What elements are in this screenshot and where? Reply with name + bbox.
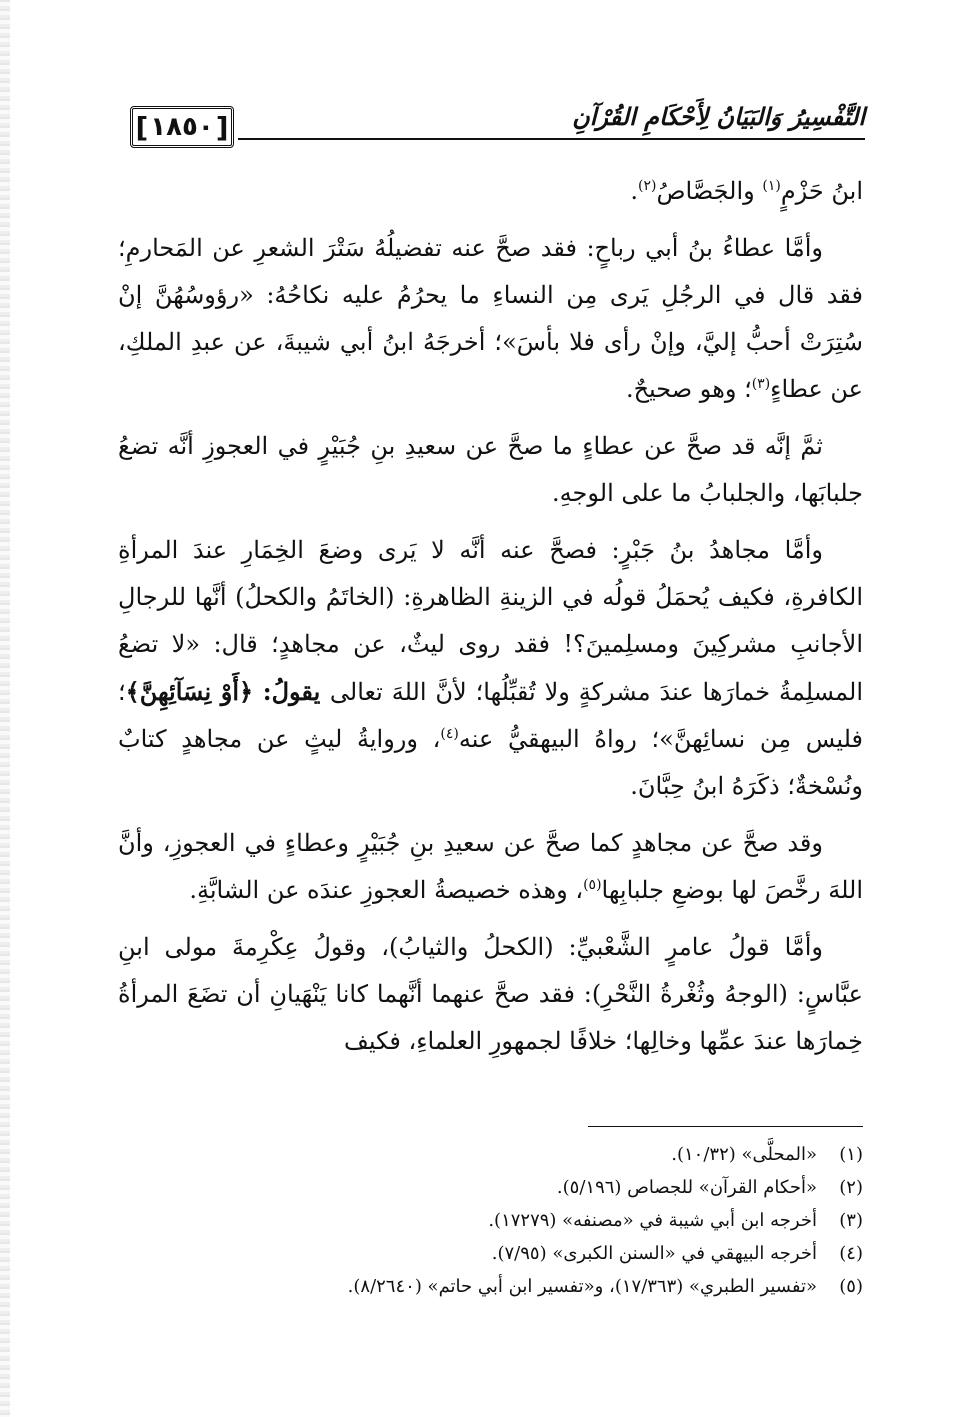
footnote-rule <box>588 1126 863 1127</box>
paragraph: وأمَّا مجاهدُ بنُ جَبْرٍ: فصحَّ عنه أنَّه لا يَرى وضعَ الخِمَارِ عندَ المرأةِ الكافرةِ، فكيف يُحمَلُ قولُه في الزينةِ الظاهرةِ: (الخاتَمُ والكحلُ) أنَّها للرجالِ الأجانبِ مشركِينَ ومسلِمينَ؟! فقد روى ليثٌ، عن مجاهدٍ؛ قال: «لا تضعُ المسلِمةُ خمارَها عندَ مشركةٍ ولا تُقبِّلُها؛ لأنَّ اللهَ تعالى يقولُ: ﴿أَوْ نِسَآئِهِنَّ﴾؛ فليس مِن نسائِهنَّ»؛ رواهُ البيهقيُّ عنه$^{(٤)}$، وروايةُ ليثٍ عن مجاهدٍ كتابٌ ونُسْخةٌ؛ ذكَرَهُ ابنُ حِبَّانَ. <box>118 536 864 800</box>
paragraph: وأمَّا عطاءُ بنُ أبي رباحٍ: فقد صحَّ عنه تفضيلُهُ سَتْرَ الشعرِ عن المَحارمِ؛ فقد قال في الرجُلِ يَرى مِن النساءِ ما يحرُمُ عليه نكاحُهُ: «رؤوسُهُنَّ إنْ سُتِرَتْ أحبُّ إليَّ، وإنْ رأى فلا بأسَ»؛ أخرجَهُ ابنُ أبي شيبةَ، عن عبدِ الملكِ، عن عطاءٍ$^{(٣)}$؛ وهو صحيحٌ. <box>118 234 863 403</box>
footnote-ref: (٢) <box>638 178 657 194</box>
footnote-ref: (٥) <box>583 877 602 893</box>
paragraph: ثمَّ إنَّه قد صحَّ عن عطاءٍ ما صحَّ عن سعيدِ بنِ جُبَيْرٍ في العجوزِ أنَّه تضعُ جلبابَها، والجلبابُ ما على الوجهِ. <box>118 432 863 507</box>
main-text <box>118 168 863 1075</box>
footnote-ref: (٤) <box>440 726 459 742</box>
footnote-ref: (١) <box>762 178 781 194</box>
paragraph: وأمَّا قولُ عامرٍ الشَّعْبيِّ: (الكحلُ والثيابُ)، وقولُ عِكْرِمةَ مولى ابنِ عبَّاسٍ: (الوجهُ وثُغْرةُ النَّحْرِ): فقد صحَّ عنهما أنَّهما كانا يَنْهَيانِ أن تضَعَ المرأةُ خِمارَها عندَ عمِّها وخالِها؛ خلافًا لجمهورِ العلماءِ، فكيف <box>118 933 863 1055</box>
footnote: (٢) «أحكام القرآن» للجصاص (٥/١٩٦). <box>556 1177 863 1198</box>
header-rule <box>238 138 865 140</box>
page-number: ١٨٥٠ <box>150 112 214 142</box>
running-title: التَّفْسِيرُ وَالبَيَانُ لِأَحْكَامِ القُرْآنِ <box>572 102 865 131</box>
paragraph: وقد صحَّ عن مجاهدٍ كما صحَّ عن سعيدِ بنِ جُبَيْرٍ وعطاءٍ في العجوزِ، وأنَّ اللهَ رخَّصَ لها بوضعِ جلبابِها$^{(٥)}$، وهذه خصيصةُ العجوزِ عندَه عن الشابَّةِ. <box>118 829 863 904</box>
page-number-box: [ ١٨٥٠ ] <box>130 106 234 148</box>
footnote: (٥) «تفسير الطبري» (١٧/٣٦٣)، و«تفسير ابن أبي حاتم» (٨/٢٦٤٠). <box>347 1276 863 1297</box>
page-header <box>120 96 865 156</box>
footnote-ref: (٣) <box>751 376 771 392</box>
footnote: (١) «المحلَّى» (١٠/٣٢). <box>671 1144 863 1165</box>
quran-quote: ﴿أَوْ نِسَآئِهِنَّ﴾ <box>125 677 254 706</box>
footnotes <box>163 1138 863 1303</box>
paragraph: ابنُ حَزْمٍ$^{(١)}$ والجَصَّاصُ$^{(٢)}$. <box>630 177 863 205</box>
scan-edge <box>0 0 10 1417</box>
footnote: (٣) أخرجه ابن أبي شيبة في «مصنفه» (١٧٢٧٩). <box>488 1210 863 1231</box>
footnote: (٤) أخرجه البيهقي في «السنن الكبرى» (٧/٩٥). <box>491 1243 863 1264</box>
